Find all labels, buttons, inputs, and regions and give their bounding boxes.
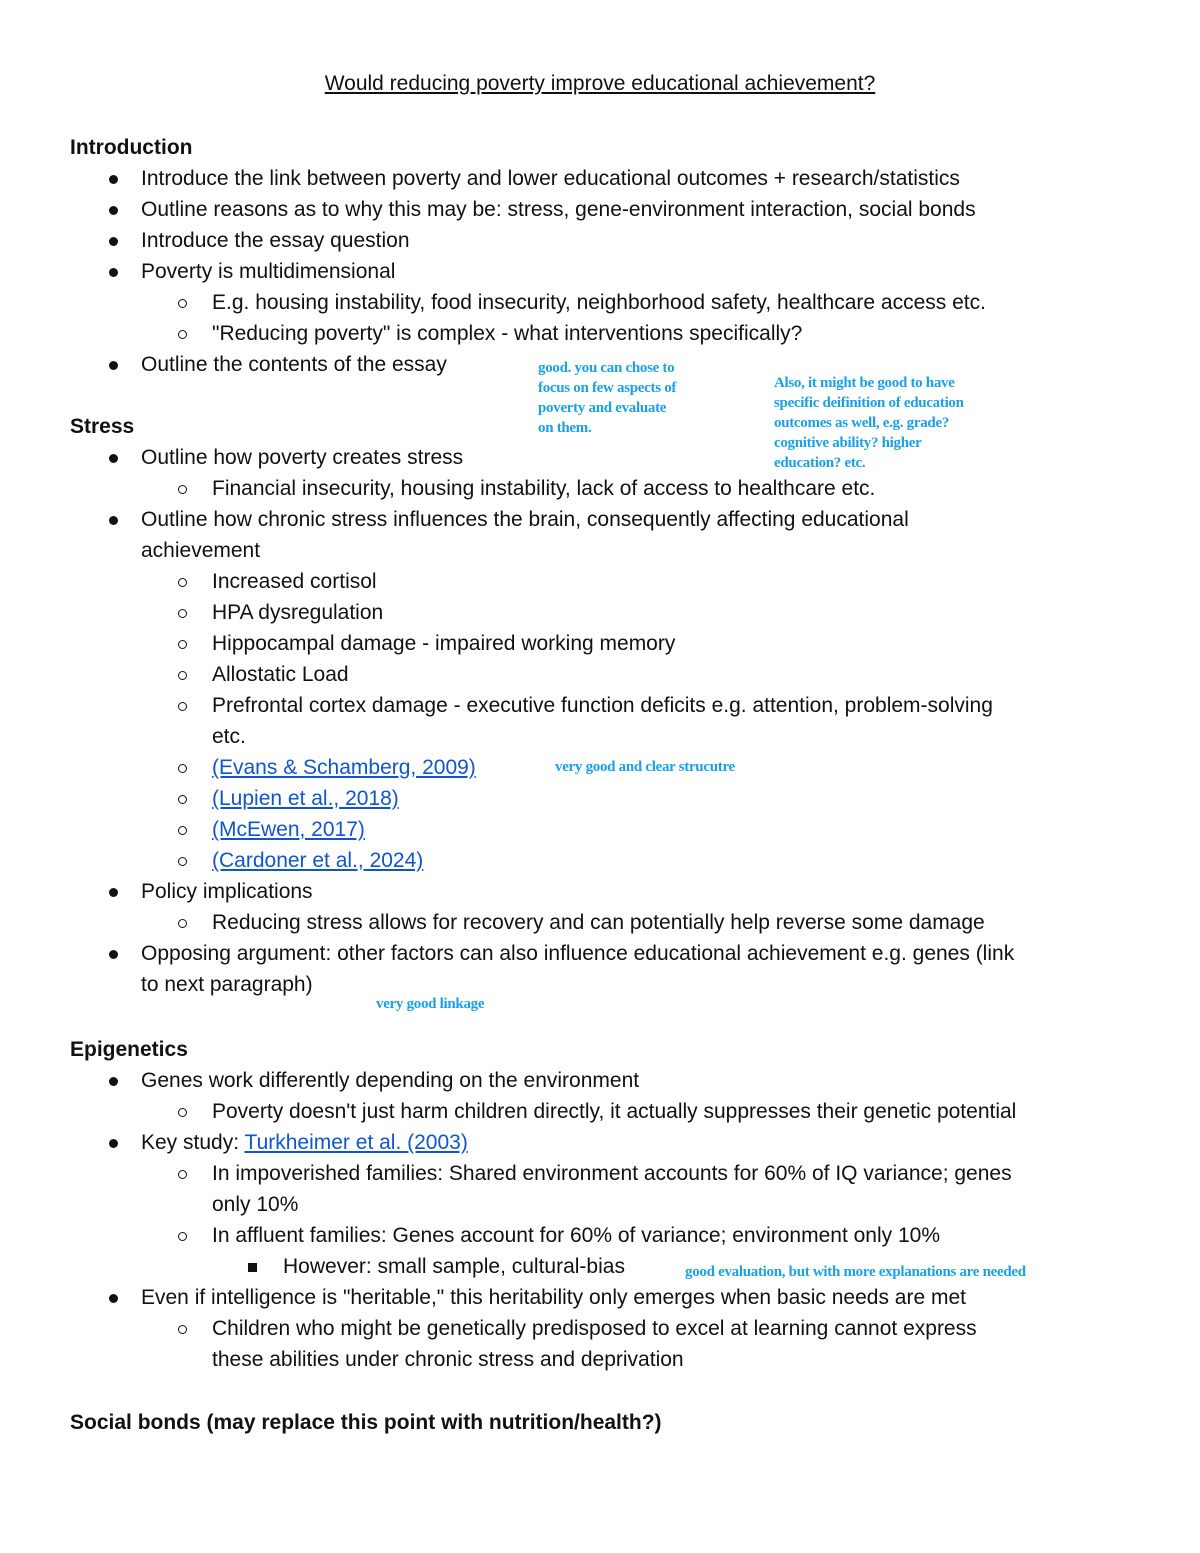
list-item: Outline reasons as to why this may be: stress, gene-environment interaction, social bonds	[141, 198, 976, 221]
bullet-ring	[178, 783, 187, 814]
comment-note: very good linkage	[376, 996, 485, 1012]
bullet-ring	[178, 907, 187, 938]
bullet-ring	[178, 1158, 187, 1189]
bullet-ring	[178, 1313, 187, 1344]
sub-sub-list-item: However: small sample, cultural-bias	[283, 1255, 625, 1278]
list-item: Introduce the essay question	[141, 229, 410, 252]
section-heading-social-bonds: Social bonds (may replace this point with nutrition/health?)	[70, 1411, 662, 1434]
key-study-label: Key study:	[141, 1131, 245, 1154]
section-heading-epigenetics: Epigenetics	[70, 1038, 188, 1061]
sub-list-item: "Reducing poverty" is complex - what interventions specifically?	[212, 322, 803, 345]
bullet-dot	[109, 163, 118, 194]
reference-link[interactable]: (Cardoner et al., 2024)	[212, 849, 424, 872]
sub-list-item: Increased cortisol	[212, 570, 377, 593]
bullet-ring	[178, 597, 187, 628]
sub-list-item: Reducing stress allows for recovery and can potentially help reverse some damage	[212, 911, 985, 934]
sub-list-item: Financial insecurity, housing instability, lack of access to healthcare etc.	[212, 477, 876, 500]
bullet-dot	[109, 256, 118, 287]
list-item: Policy implications	[141, 880, 313, 903]
list-item: Introduce the link between poverty and lower educational outcomes + research/statistics	[141, 167, 960, 190]
list-item-continuation: achievement	[141, 539, 261, 562]
bullet-ring	[178, 1096, 187, 1127]
bullet-square	[248, 1251, 257, 1282]
list-item: Outline the contents of the essay	[141, 353, 447, 376]
document-title: Would reducing poverty improve educational achievement?	[324, 72, 876, 95]
list-item	[141, 1127, 468, 1158]
reference-link[interactable]: (Lupien et al., 2018)	[212, 787, 399, 810]
list-item: Even if intelligence is "heritable," this heritability only emerges when basic needs are met	[141, 1286, 966, 1309]
sub-list-item: E.g. housing instability, food insecurity, neighborhood safety, healthcare access etc.	[212, 291, 986, 314]
study-link[interactable]: Turkheimer et al. (2003)	[244, 1131, 468, 1154]
comment-note: very good and clear strucutre	[555, 759, 735, 775]
sub-list-item: In affluent families: Genes account for 60% of variance; environment only 10%	[212, 1224, 941, 1247]
comment-note: Also, it might be good to have specific deifinition of education outcomes as well, e.g. grade? cognitive ability? higher education? etc.	[774, 375, 964, 471]
bullet-ring	[178, 1220, 187, 1251]
bullet-dot	[109, 194, 118, 225]
bullet-ring	[178, 659, 187, 690]
sub-list-item-continuation: etc.	[212, 725, 246, 748]
sub-list-item: Prefrontal cortex damage - executive function deficits e.g. attention, problem-solving	[212, 694, 993, 717]
sub-list-item: In impoverished families: Shared environment accounts for 60% of IQ variance; genes	[212, 1162, 1012, 1185]
sub-list-item: Poverty doesn't just harm children directly, it actually suppresses their genetic potential	[212, 1100, 1017, 1123]
bullet-dot	[109, 1282, 118, 1313]
bullet-ring	[178, 473, 187, 504]
bullet-dot	[109, 504, 118, 535]
list-item: Genes work differently depending on the environment	[141, 1069, 640, 1092]
bullet-dot	[109, 1065, 118, 1096]
sub-list-item: HPA dysregulation	[212, 601, 384, 624]
bullet-ring	[178, 287, 187, 318]
bullet-ring	[178, 318, 187, 349]
list-item: Outline how poverty creates stress	[141, 446, 464, 469]
comment-note: good. you can chose to focus on few aspects of poverty and evaluate on them.	[538, 360, 677, 436]
sub-list-item: Children who might be genetically predisposed to excel at learning cannot express	[212, 1317, 977, 1340]
sub-list-item-continuation: these abilities under chronic stress and deprivation	[212, 1348, 684, 1371]
bullet-ring	[178, 628, 187, 659]
sub-list-item: Allostatic Load	[212, 663, 349, 686]
bullet-ring	[178, 690, 187, 721]
bullet-dot	[109, 1127, 118, 1158]
reference-link[interactable]: (McEwen, 2017)	[212, 818, 365, 841]
bullet-ring	[178, 814, 187, 845]
bullet-dot	[109, 938, 118, 969]
list-item-continuation: to next paragraph)	[141, 973, 313, 996]
bullet-dot	[109, 442, 118, 473]
reference-link[interactable]: (Evans & Schamberg, 2009)	[212, 756, 476, 779]
bullet-ring	[178, 566, 187, 597]
bullet-dot	[109, 349, 118, 380]
bullet-dot	[109, 225, 118, 256]
list-item: Opposing argument: other factors can also influence educational achievement e.g. genes (link	[141, 942, 1015, 965]
sub-list-item-continuation: only 10%	[212, 1193, 299, 1216]
list-item: Poverty is multidimensional	[141, 260, 396, 283]
list-item: Outline how chronic stress influences the brain, consequently affecting educational	[141, 508, 909, 531]
section-heading-stress: Stress	[70, 415, 135, 438]
bullet-ring	[178, 845, 187, 876]
sub-list-item: Hippocampal damage - impaired working memory	[212, 632, 676, 655]
comment-note: good evaluation, but with more explanations are needed	[685, 1264, 1026, 1280]
bullet-dot	[109, 876, 118, 907]
section-heading-introduction: Introduction	[70, 136, 193, 159]
bullet-ring	[178, 752, 187, 783]
